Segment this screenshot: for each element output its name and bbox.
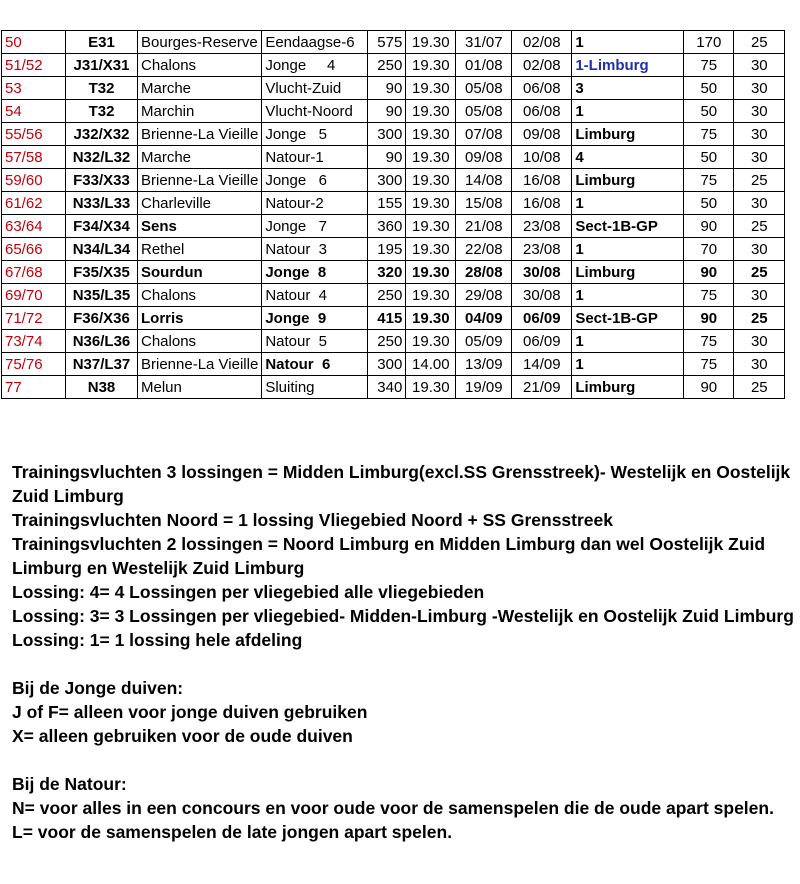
cell-basket: 31/07 [456, 31, 512, 54]
natour-notes [12, 796, 797, 844]
jonge-heading: Bij de Jonge duiven: [12, 678, 184, 698]
table-row [2, 169, 785, 192]
cell-loss: 1 [572, 31, 684, 54]
cell-basket: 01/08 [456, 54, 512, 77]
training-note-line: Lossing: 1= 1 lossing hele afdeling [12, 630, 303, 650]
cell-basket: 07/08 [456, 123, 512, 146]
cell-max: 30 [734, 77, 785, 100]
cell-code: F33/X33 [66, 169, 138, 192]
cell-type: Natour 3 [262, 238, 368, 261]
cell-max: 25 [734, 261, 785, 284]
cell-time: 19.30 [406, 330, 456, 353]
natour-note-line: N= voor alles in een concours en voor oude voor de samenspelen die de oude apart spelen. [12, 798, 774, 818]
cell-loss: 1 [572, 284, 684, 307]
cell-nr: 73/74 [2, 330, 66, 353]
cell-loss: 1 [572, 238, 684, 261]
training-note-line: Trainingsvluchten Noord = 1 lossing Vliegebied Noord + SS Grensstreek [12, 510, 613, 530]
cell-basket: 19/09 [456, 376, 512, 399]
cell-loss: 4 [572, 146, 684, 169]
cell-nr: 63/64 [2, 215, 66, 238]
cell-nr: 75/76 [2, 353, 66, 376]
cell-loss: 1 [572, 100, 684, 123]
cell-time: 19.30 [406, 123, 456, 146]
table-row [2, 353, 785, 376]
cell-time: 19.30 [406, 284, 456, 307]
training-note-line: Lossing: 3= 3 Lossingen per vliegebied- Midden-Limburg -Westelijk en Oostelijk Zuid Limburg [12, 606, 794, 626]
cell-loss: Sect-1B-GP [572, 215, 684, 238]
table-row [2, 238, 785, 261]
cell-code: J32/X32 [66, 123, 138, 146]
cell-time: 19.30 [406, 261, 456, 284]
cell-code: N36/L36 [66, 330, 138, 353]
cell-km: 195 [368, 238, 406, 261]
cell-place: Melun [138, 376, 262, 399]
cell-place: Brienne-La Vieille [138, 169, 262, 192]
cell-km: 250 [368, 330, 406, 353]
cell-nr: 61/62 [2, 192, 66, 215]
cell-code: N33/L33 [66, 192, 138, 215]
cell-flight: 21/09 [512, 376, 572, 399]
cell-basket: 05/08 [456, 77, 512, 100]
table-row [2, 192, 785, 215]
cell-max: 30 [734, 238, 785, 261]
cell-loss: Limburg [572, 123, 684, 146]
cell-place: Chalons [138, 330, 262, 353]
cell-nr: 53 [2, 77, 66, 100]
cell-basket: 05/09 [456, 330, 512, 353]
cell-nr: 77 [2, 376, 66, 399]
cell-basket: 29/08 [456, 284, 512, 307]
cell-km: 90 [368, 100, 406, 123]
cell-flight: 14/09 [512, 353, 572, 376]
cell-max: 30 [734, 100, 785, 123]
cell-max: 25 [734, 169, 785, 192]
natour-note-line: L= voor de samenspelen de late jongen apart spelen. [12, 822, 453, 842]
jonge-note-line: J of F= alleen voor jonge duiven gebruiken [12, 702, 368, 722]
cell-nr: 71/72 [2, 307, 66, 330]
cell-place: Sourdun [138, 261, 262, 284]
cell-place: Rethel [138, 238, 262, 261]
cell-flight: 02/08 [512, 31, 572, 54]
cell-price: 90 [684, 376, 734, 399]
cell-place: Sens [138, 215, 262, 238]
cell-time: 19.30 [406, 31, 456, 54]
table-row [2, 146, 785, 169]
cell-nr: 69/70 [2, 284, 66, 307]
notes-section [12, 460, 797, 844]
cell-basket: 13/09 [456, 353, 512, 376]
cell-basket: 22/08 [456, 238, 512, 261]
cell-time: 19.30 [406, 54, 456, 77]
cell-loss: Limburg [572, 376, 684, 399]
cell-type: Jonge 8 [262, 261, 368, 284]
cell-max: 25 [734, 376, 785, 399]
cell-code: E31 [66, 31, 138, 54]
cell-max: 30 [734, 330, 785, 353]
cell-nr: 65/66 [2, 238, 66, 261]
cell-km: 90 [368, 146, 406, 169]
cell-type: Jonge 7 [262, 215, 368, 238]
cell-place: Brienne-La Vieille [138, 123, 262, 146]
cell-flight: 06/08 [512, 100, 572, 123]
cell-price: 90 [684, 215, 734, 238]
cell-max: 30 [734, 123, 785, 146]
table-row [2, 31, 785, 54]
cell-nr: 67/68 [2, 261, 66, 284]
cell-loss: Limburg [572, 169, 684, 192]
cell-place: Marchin [138, 100, 262, 123]
cell-type: Natour 4 [262, 284, 368, 307]
cell-time: 19.30 [406, 169, 456, 192]
table-row [2, 376, 785, 399]
cell-type: Natour 6 [262, 353, 368, 376]
cell-km: 415 [368, 307, 406, 330]
cell-flight: 23/08 [512, 238, 572, 261]
table-row [2, 307, 785, 330]
cell-price: 70 [684, 238, 734, 261]
table-row [2, 123, 785, 146]
cell-type: Natour-1 [262, 146, 368, 169]
cell-basket: 05/08 [456, 100, 512, 123]
cell-price: 90 [684, 261, 734, 284]
training-notes [12, 460, 797, 652]
cell-code: F35/X35 [66, 261, 138, 284]
cell-max: 25 [734, 307, 785, 330]
cell-km: 320 [368, 261, 406, 284]
cell-max: 30 [734, 54, 785, 77]
cell-flight: 06/09 [512, 307, 572, 330]
cell-flight: 02/08 [512, 54, 572, 77]
cell-time: 19.30 [406, 215, 456, 238]
cell-nr: 51/52 [2, 54, 66, 77]
table-row [2, 330, 785, 353]
schedule-table [1, 30, 785, 399]
cell-type: Vlucht-Noord [262, 100, 368, 123]
jonge-notes [12, 700, 797, 748]
cell-max: 30 [734, 353, 785, 376]
cell-time: 19.30 [406, 77, 456, 100]
cell-km: 360 [368, 215, 406, 238]
cell-type: Jonge 6 [262, 169, 368, 192]
cell-nr: 50 [2, 31, 66, 54]
cell-time: 19.30 [406, 307, 456, 330]
cell-code: F36/X36 [66, 307, 138, 330]
table-row [2, 215, 785, 238]
cell-flight: 09/08 [512, 123, 572, 146]
cell-flight: 10/08 [512, 146, 572, 169]
cell-price: 50 [684, 100, 734, 123]
table-row [2, 284, 785, 307]
cell-price: 170 [684, 31, 734, 54]
cell-nr: 54 [2, 100, 66, 123]
cell-km: 575 [368, 31, 406, 54]
cell-code: T32 [66, 100, 138, 123]
cell-nr: 57/58 [2, 146, 66, 169]
cell-km: 340 [368, 376, 406, 399]
cell-type: Natour-2 [262, 192, 368, 215]
cell-basket: 09/08 [456, 146, 512, 169]
cell-max: 25 [734, 215, 785, 238]
cell-price: 50 [684, 146, 734, 169]
cell-type: Sluiting [262, 376, 368, 399]
cell-km: 300 [368, 123, 406, 146]
cell-time: 14.00 [406, 353, 456, 376]
cell-max: 30 [734, 192, 785, 215]
cell-place: Marche [138, 77, 262, 100]
cell-km: 90 [368, 77, 406, 100]
cell-nr: 59/60 [2, 169, 66, 192]
cell-basket: 28/08 [456, 261, 512, 284]
cell-place: Brienne-La Vieille [138, 353, 262, 376]
cell-type: Eendaagse-6 [262, 31, 368, 54]
cell-flight: 16/08 [512, 169, 572, 192]
cell-max: 30 [734, 284, 785, 307]
table-row [2, 261, 785, 284]
cell-code: T32 [66, 77, 138, 100]
cell-code: N35/L35 [66, 284, 138, 307]
cell-basket: 21/08 [456, 215, 512, 238]
cell-flight: 06/09 [512, 330, 572, 353]
cell-loss: 1 [572, 192, 684, 215]
jonge-note-line: X= alleen gebruiken voor de oude duiven [12, 726, 353, 746]
cell-basket: 15/08 [456, 192, 512, 215]
cell-price: 50 [684, 192, 734, 215]
cell-place: Chalons [138, 54, 262, 77]
cell-flight: 16/08 [512, 192, 572, 215]
training-note-line: Lossing: 4= 4 Lossingen per vliegebied alle vliegebieden [12, 582, 485, 602]
training-note-line: Trainingsvluchten 3 lossingen = Midden Limburg(excl.SS Grensstreek)- Westelijk en Oostelijk Zuid Limburg [12, 462, 791, 506]
cell-km: 300 [368, 169, 406, 192]
cell-code: N32/L32 [66, 146, 138, 169]
cell-code: J31/X31 [66, 54, 138, 77]
cell-place: Charleville [138, 192, 262, 215]
cell-time: 19.30 [406, 376, 456, 399]
cell-time: 19.30 [406, 146, 456, 169]
cell-price: 75 [684, 54, 734, 77]
cell-flight: 30/08 [512, 261, 572, 284]
cell-code: N37/L37 [66, 353, 138, 376]
cell-price: 75 [684, 353, 734, 376]
cell-loss: 1-Limburg [572, 54, 684, 77]
cell-km: 250 [368, 284, 406, 307]
cell-max: 25 [734, 31, 785, 54]
cell-time: 19.30 [406, 192, 456, 215]
cell-price: 50 [684, 77, 734, 100]
cell-price: 90 [684, 307, 734, 330]
training-note-line: Trainingsvluchten 2 lossingen = Noord Limburg en Midden Limburg dan wel Oostelijk Zuid Limburg en Westelijk Zuid Limburg [12, 534, 766, 578]
table-row [2, 100, 785, 123]
cell-loss: 3 [572, 77, 684, 100]
cell-code: N38 [66, 376, 138, 399]
cell-flight: 06/08 [512, 77, 572, 100]
cell-price: 75 [684, 169, 734, 192]
cell-place: Lorris [138, 307, 262, 330]
cell-place: Bourges-Reserve [138, 31, 262, 54]
cell-type: Vlucht-Zuid [262, 77, 368, 100]
cell-place: Chalons [138, 284, 262, 307]
cell-km: 300 [368, 353, 406, 376]
cell-basket: 14/08 [456, 169, 512, 192]
cell-max: 30 [734, 146, 785, 169]
cell-type: Jonge 5 [262, 123, 368, 146]
cell-time: 19.30 [406, 100, 456, 123]
cell-flight: 23/08 [512, 215, 572, 238]
cell-code: F34/X34 [66, 215, 138, 238]
table-row [2, 54, 785, 77]
cell-type: Jonge 9 [262, 307, 368, 330]
cell-price: 75 [684, 123, 734, 146]
cell-loss: Limburg [572, 261, 684, 284]
table-row [2, 77, 785, 100]
cell-place: Marche [138, 146, 262, 169]
cell-loss: 1 [572, 353, 684, 376]
cell-basket: 04/09 [456, 307, 512, 330]
cell-loss: Sect-1B-GP [572, 307, 684, 330]
cell-type: Jonge 4 [262, 54, 368, 77]
cell-nr: 55/56 [2, 123, 66, 146]
cell-km: 155 [368, 192, 406, 215]
natour-heading: Bij de Natour: [12, 774, 127, 794]
cell-loss: 1 [572, 330, 684, 353]
schedule-body [2, 31, 785, 399]
cell-flight: 30/08 [512, 284, 572, 307]
cell-km: 250 [368, 54, 406, 77]
cell-type: Natour 5 [262, 330, 368, 353]
cell-time: 19.30 [406, 238, 456, 261]
cell-code: N34/L34 [66, 238, 138, 261]
cell-price: 75 [684, 284, 734, 307]
cell-price: 75 [684, 330, 734, 353]
